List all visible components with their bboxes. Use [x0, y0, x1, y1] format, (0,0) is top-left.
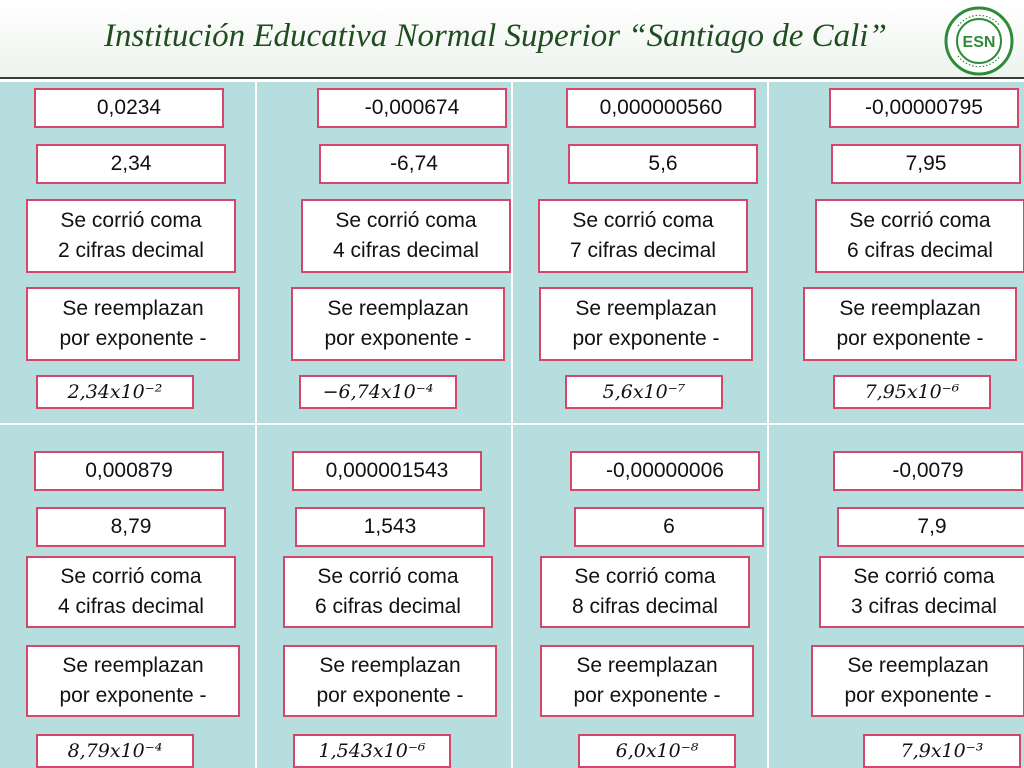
exponent-note-line-2: por exponente - [59, 327, 207, 350]
exercise-card [513, 82, 767, 423]
exponent-note-line-2: por exponente - [573, 684, 721, 707]
decimal-shift-note [26, 556, 236, 628]
exponent-note-line-1: Se reemplazan [62, 297, 204, 320]
decimal-shift-note-line-1: Se corrió coma [60, 209, 202, 232]
coefficient-box: 5,6 [568, 144, 758, 184]
exponent-note [26, 287, 240, 361]
scientific-notation-box: 7,95𝑥10⁻⁶ [833, 375, 991, 409]
original-number-box: -0,000674 [317, 88, 507, 128]
decimal-shift-note-line-2: 6 cifras decimal [847, 239, 993, 262]
decimal-shift-note-line-1: Se corrió coma [849, 209, 991, 232]
coefficient-box: 8,79 [36, 507, 226, 547]
exponent-note-line-1: Se reemplazan [319, 654, 461, 677]
coefficient-box: 7,9 [837, 507, 1024, 547]
decimal-shift-note-line-2: 7 cifras decimal [570, 239, 716, 262]
exponent-note-line-2: por exponente - [844, 684, 992, 707]
exponent-note [811, 645, 1024, 717]
coefficient-box: 6 [574, 507, 764, 547]
coefficient-box: 7,95 [831, 144, 1021, 184]
decimal-shift-note [538, 199, 748, 273]
decimal-shift-note-line-1: Se corrió coma [574, 565, 716, 588]
exercise-card [0, 82, 255, 423]
scientific-notation-box: 5,6𝑥10⁻⁷ [565, 375, 723, 409]
decimal-shift-note-line-2: 2 cifras decimal [58, 239, 204, 262]
scientific-notation-box: 1,543𝑥10⁻⁶ [293, 734, 451, 768]
exercise-grid [0, 80, 1024, 768]
original-number-box: -0,00000795 [829, 88, 1019, 128]
exponent-note [291, 287, 505, 361]
exercise-card [257, 82, 511, 423]
exponent-note-line-2: por exponente - [324, 327, 472, 350]
decimal-shift-note-line-2: 4 cifras decimal [58, 595, 204, 618]
decimal-shift-note-line-1: Se corrió coma [572, 209, 714, 232]
decimal-shift-note [540, 556, 750, 628]
coefficient-box: 1,543 [295, 507, 485, 547]
decimal-shift-note [301, 199, 511, 273]
scientific-notation-box: 8,79𝑥10⁻⁴ [36, 734, 194, 768]
exponent-note-line-2: por exponente - [59, 684, 207, 707]
exponent-note-line-2: por exponente - [316, 684, 464, 707]
exponent-note-line-2: por exponente - [836, 327, 984, 350]
original-number-box: 0,000001543 [292, 451, 482, 491]
decimal-shift-note-line-1: Se corrió coma [60, 565, 202, 588]
exponent-note-line-1: Se reemplazan [576, 654, 718, 677]
logo-initials: ESN [962, 34, 996, 51]
original-number-box: 0,000000560 [566, 88, 756, 128]
original-number-box: 0,000879 [34, 451, 224, 491]
exponent-note [26, 645, 240, 717]
school-logo-icon [944, 6, 1014, 76]
exercise-card [769, 425, 1024, 768]
scientific-notation-box: 2,34𝑥10⁻² [36, 375, 194, 409]
original-number-box: -0,00000006 [570, 451, 760, 491]
exercise-card [513, 425, 767, 768]
slide-header [0, 0, 1024, 79]
decimal-shift-note-line-1: Se corrió coma [317, 565, 459, 588]
decimal-shift-note-line-1: Se corrió coma [853, 565, 995, 588]
decimal-shift-note-line-1: Se corrió coma [335, 209, 477, 232]
decimal-shift-note [815, 199, 1024, 273]
decimal-shift-note-line-2: 6 cifras decimal [315, 595, 461, 618]
exponent-note [539, 287, 753, 361]
exponent-note-line-2: por exponente - [572, 327, 720, 350]
exponent-note-line-1: Se reemplazan [327, 297, 469, 320]
coefficient-box: 2,34 [36, 144, 226, 184]
decimal-shift-note-line-2: 8 cifras decimal [572, 595, 718, 618]
exponent-note-line-1: Se reemplazan [575, 297, 717, 320]
decimal-shift-note-line-2: 3 cifras decimal [851, 595, 997, 618]
exponent-note [540, 645, 754, 717]
exponent-note [283, 645, 497, 717]
exponent-note-line-1: Se reemplazan [839, 297, 981, 320]
original-number-box: -0,0079 [833, 451, 1023, 491]
decimal-shift-note [283, 556, 493, 628]
decimal-shift-note-line-2: 4 cifras decimal [333, 239, 479, 262]
exponent-note-line-1: Se reemplazan [62, 654, 204, 677]
page-title: Institución Educativa Normal Superior “Santiago de Cali” [104, 18, 887, 54]
decimal-shift-note [819, 556, 1024, 628]
exponent-note [803, 287, 1017, 361]
original-number-box: 0,0234 [34, 88, 224, 128]
exercise-card [769, 82, 1024, 423]
decimal-shift-note [26, 199, 236, 273]
exercise-card [257, 425, 511, 768]
scientific-notation-box: 7,9𝑥10⁻³ [863, 734, 1021, 768]
scientific-notation-box: 6,0𝑥10⁻⁸ [578, 734, 736, 768]
exercise-card [0, 425, 255, 768]
exponent-note-line-1: Se reemplazan [847, 654, 989, 677]
scientific-notation-box: −6,74𝑥10⁻⁴ [299, 375, 457, 409]
coefficient-box: -6,74 [319, 144, 509, 184]
